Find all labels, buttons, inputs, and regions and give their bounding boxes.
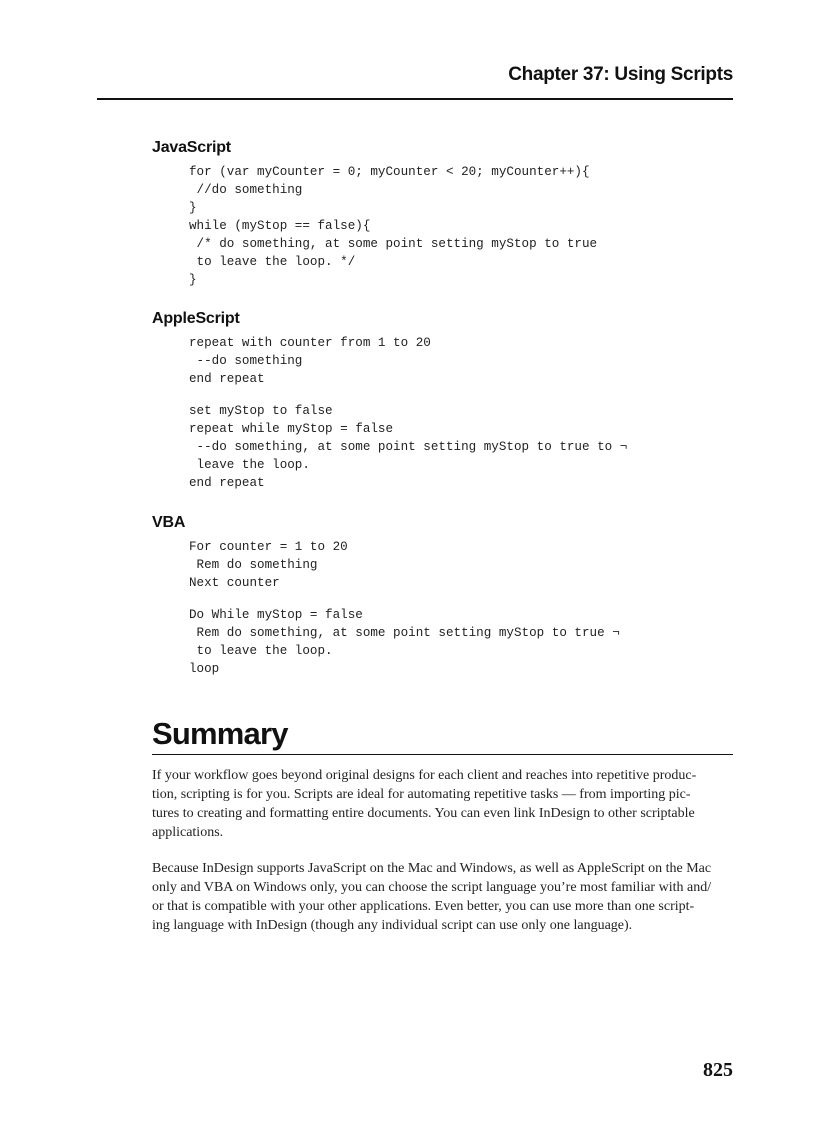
javascript-heading: JavaScript bbox=[152, 139, 231, 156]
code-line: set myStop to false bbox=[189, 404, 333, 418]
code-line: leave the loop. bbox=[189, 458, 310, 472]
code-line: while (myStop == false){ bbox=[189, 219, 371, 233]
paragraph-line: only and VBA on Windows only, you can choose the script language you’re most familiar with and/ bbox=[152, 880, 712, 895]
applescript-heading: AppleScript bbox=[152, 310, 240, 327]
paragraph-line: tures to creating and formatting entire documents. You can even link InDesign to other scriptable bbox=[152, 806, 695, 821]
paragraph-line: tion, scripting is for you. Scripts are ideal for automating repetitive tasks — from importing pic- bbox=[152, 787, 691, 802]
vba-code-1 bbox=[189, 538, 348, 592]
code-line: to leave the loop. bbox=[189, 644, 333, 658]
code-line: for (var myCounter = 0; myCounter < 20; myCounter++){ bbox=[189, 165, 590, 179]
summary-rule bbox=[152, 754, 733, 755]
code-line: --do something bbox=[189, 354, 303, 368]
code-line: --do something, at some point setting myStop to true to ¬ bbox=[189, 440, 628, 454]
code-line: repeat with counter from 1 to 20 bbox=[189, 336, 431, 350]
code-line: Next counter bbox=[189, 576, 280, 590]
code-line: loop bbox=[189, 662, 220, 676]
javascript-code bbox=[189, 163, 597, 289]
code-line: For counter = 1 to 20 bbox=[189, 540, 348, 554]
applescript-code-1 bbox=[189, 334, 431, 388]
code-line: Rem do something, at some point setting myStop to true ¬ bbox=[189, 626, 620, 640]
header-rule bbox=[97, 98, 733, 100]
code-line: repeat while myStop = false bbox=[189, 422, 394, 436]
paragraph-line: If your workflow goes beyond original designs for each client and reaches into repetitive produc- bbox=[152, 768, 697, 783]
code-line: end repeat bbox=[189, 372, 265, 386]
summary-paragraph-1 bbox=[152, 766, 737, 842]
summary-title: Summary bbox=[152, 716, 288, 751]
code-line: Rem do something bbox=[189, 558, 318, 572]
page-number: 825 bbox=[703, 1059, 733, 1081]
code-line: } bbox=[189, 201, 197, 215]
vba-code-2 bbox=[189, 606, 620, 678]
paragraph-line: or that is compatible with your other applications. Even better, you can use more than one script- bbox=[152, 899, 695, 914]
code-line: /* do something, at some point setting myStop to true bbox=[189, 237, 598, 251]
code-line: Do While myStop = false bbox=[189, 608, 363, 622]
vba-heading: VBA bbox=[152, 514, 186, 531]
code-line: end repeat bbox=[189, 476, 265, 490]
running-head: Chapter 37: Using Scripts bbox=[508, 64, 733, 85]
code-line: //do something bbox=[189, 183, 303, 197]
paragraph-line: Because InDesign supports JavaScript on the Mac and Windows, as well as AppleScript on the Mac bbox=[152, 861, 712, 876]
applescript-code-2 bbox=[189, 402, 627, 492]
summary-paragraph-2 bbox=[152, 859, 737, 935]
code-line: to leave the loop. */ bbox=[189, 255, 356, 269]
paragraph-line: ing language with InDesign (though any individual script can use only one language). bbox=[152, 918, 633, 933]
paragraph-line: applications. bbox=[152, 825, 224, 840]
code-line: } bbox=[189, 273, 197, 287]
